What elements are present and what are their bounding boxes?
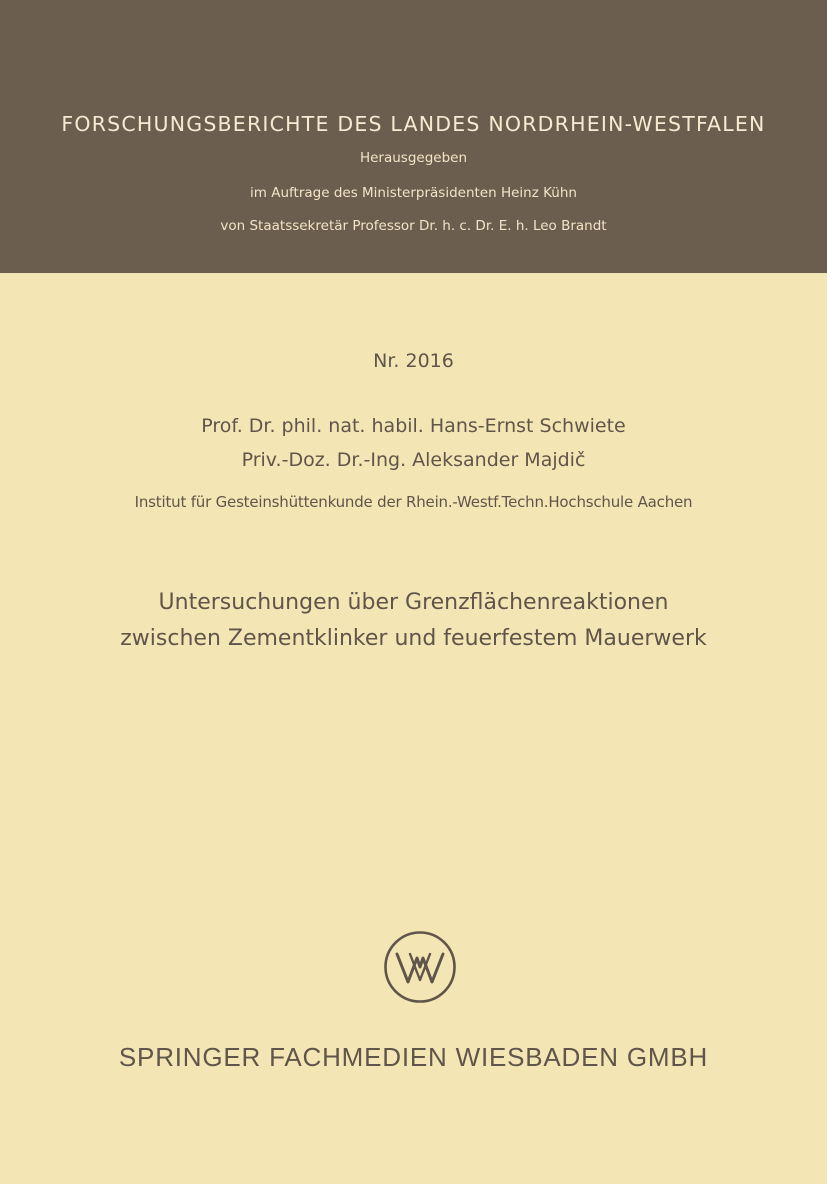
publisher-logo-icon xyxy=(382,929,458,1005)
report-number: Nr. 2016 xyxy=(373,350,454,372)
editor-note: Herausgegeben xyxy=(359,150,468,166)
title-line-1: Untersuchungen über Grenzflächenreaktionen xyxy=(158,590,669,615)
author-2: Priv.-Doz. Dr.-Ing. Aleksander Majdič xyxy=(241,449,586,471)
header-band xyxy=(0,0,827,273)
editor-name: von Staatssekretär Professor Dr. h. c. Dr. E. h. Leo Brandt xyxy=(220,218,607,234)
series-title: FORSCHUNGSBERICHTE DES LANDES NORDRHEIN-WESTFALEN xyxy=(61,112,766,136)
commission-note: im Auftrage des Ministerpräsidenten Heinz Kühn xyxy=(250,185,577,201)
author-1: Prof. Dr. phil. nat. habil. Hans-Ernst Schwiete xyxy=(201,415,626,437)
institute: Institut für Gesteinshüttenkunde der Rhein.-Westf.Techn.Hochschule Aachen xyxy=(134,493,693,511)
publisher-name: SPRINGER FACHMEDIEN WIESBADEN GMBH xyxy=(118,1042,709,1072)
title-line-2: zwischen Zementklinker und feuerfestem Mauerwerk xyxy=(120,626,707,651)
